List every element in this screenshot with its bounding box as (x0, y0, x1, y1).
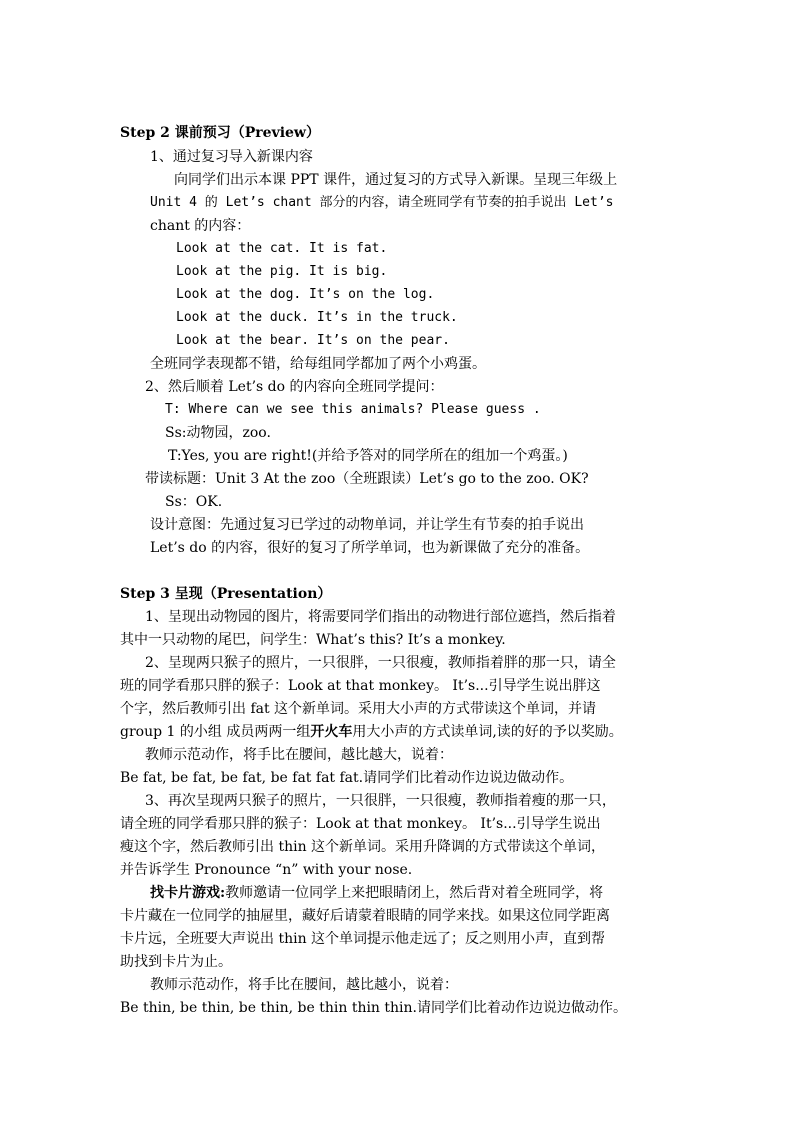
step2-item1-title: 1、通过复习导入新课内容 (150, 149, 313, 165)
game-line1-text: 教师邀请一位同学上来把眼睛闭上，然后背对着全班同学，将 (225, 885, 604, 901)
dialog-line: Ss：OK. (165, 494, 223, 510)
p2-line4-start: group 1 的小组 成员两两一组 (120, 724, 311, 740)
step3-p1-line1: 1、呈现出动物园的图片，将需要同学们指出的动物进行部位遮挡，然后指着 (145, 609, 616, 625)
step3-p3-line1: 3、再次呈现两只猴子的照片，一只很胖，一只很瘦，教师指着瘦的那一只， (145, 793, 616, 809)
train-emphasis: 开火车 (310, 724, 353, 740)
chant-line: Look at the bear. It’s on the pear. (176, 333, 450, 348)
dialog-line: T:Yes, you are right!(并给予答对的同学所在的组加一个鸡蛋。) (168, 448, 568, 464)
step3-p3-line4: 并告诉学生 Pronounce “n” with your nose. (120, 862, 413, 878)
p2-line4-end: 用大小声的方式读单词,读的好的予以奖励。 (352, 724, 623, 740)
step3-p3-line3: 瘦这个字，然后教师引出 thin 这个新单词。采用升降调的方式带读这个单词， (120, 839, 606, 855)
step3-thin-chant: Be thin, be thin, be thin, be thin thin thin.请同学们比着动作边说边做动作。 (120, 1000, 627, 1016)
step2-intro-line3: chant 的内容： (150, 218, 251, 234)
step2-praise: 全班同学表现都不错，给每组同学都加了两个小鸡蛋。 (150, 356, 486, 372)
dialog-line: T: Where can we see this animals? Please guess . (165, 402, 541, 417)
dialog-line: Ss:动物园，zoo. (165, 425, 271, 441)
step3-p2-line1: 2、呈现两只猴子的照片，一只很胖，一只很瘦，教师指着胖的那一只，请全 (145, 655, 616, 671)
chant-line: Look at the cat. It is fat. (176, 241, 388, 256)
game-title: 找卡片游戏: (150, 885, 226, 901)
dialog-line: 带读标题：Unit 3 At the zoo（全班跟读）Let’s go to the zoo. OK? (145, 471, 589, 487)
step2-heading: Step 2 课前预习（Preview） (120, 125, 320, 141)
step3-p2-line4 (120, 721, 623, 743)
step2-design-line1: 设计意图：先通过复习已学过的动物单词，并让学生有节奏的拍手说出 (150, 517, 584, 533)
step2-intro-line1: 向同学们出示本课 PPT 课件，通过复习的方式导入新课。呈现三年级上 (174, 172, 618, 188)
step3-fat-chant: Be fat, be fat, be fat, be fat fat fat.请同学们比着动作边说边做动作。 (120, 770, 574, 786)
step2-design-line2: Let’s do 的内容，很好的复习了所学单词，也为新课做了充分的准备。 (150, 540, 590, 556)
step3-game-line3: 卡片远，全班要大声说出 thin 这个单词提示他走远了；反之则用小声，直到帮 (120, 931, 606, 947)
step3-p3-line2: 请全班的同学看那只胖的猴子：Look at that monkey。 It’s...引导学生说出 (120, 816, 601, 832)
chant-line: Look at the duck. It’s in the truck. (176, 310, 458, 325)
step3-game-line1 (150, 882, 603, 904)
step3-p1-line2: 其中一只动物的尾巴，问学生：What’s this? It’s a monkey. (120, 632, 506, 648)
step3-game-line4: 助找到卡片为止。 (120, 954, 232, 970)
step2-item2-title: 2、然后顺着 Let’s do 的内容向全班同学提问： (145, 379, 444, 395)
step3-p2-line2: 班的同学看那只胖的猴子：Look at that monkey。 It’s...引导学生说出胖这 (120, 678, 601, 694)
step2-intro-line2: Unit 4 的 Let’s chant 部分的内容，请全班同学有节奏的拍手说出 Let’s (150, 195, 614, 210)
chant-line: Look at the pig. It is big. (176, 264, 388, 279)
step3-p2-line3: 个字，然后教师引出 fat 这个新单词。采用大小声的方式带读这个单词，并请 (120, 701, 597, 717)
step3-heading: Step 3 呈现（Presentation） (120, 586, 332, 602)
step3-fat-demo: 教师示范动作，将手比在腰间，越比越大，说着： (145, 747, 453, 763)
step3-thin-demo: 教师示范动作，将手比在腰间，越比越小，说着： (150, 977, 458, 993)
step3-game-line2: 卡片藏在一位同学的抽屉里，藏好后请蒙着眼睛的同学来找。如果这位同学距离 (120, 908, 610, 924)
chant-line: Look at the dog. It’s on the log. (176, 287, 435, 302)
